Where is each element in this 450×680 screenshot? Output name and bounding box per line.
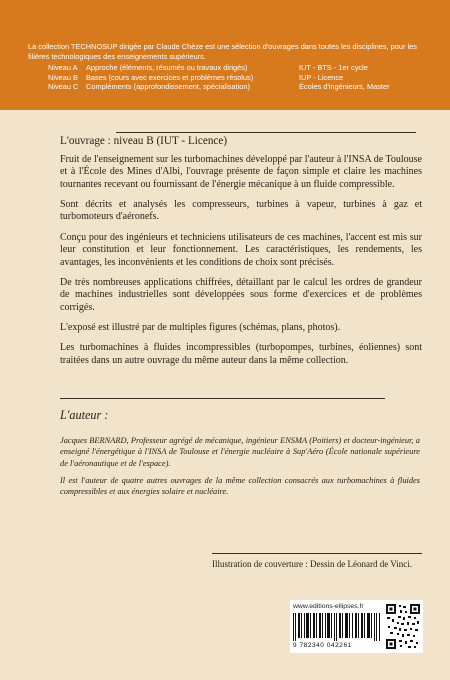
level-description: Compléments (approfondissement, spécialisation) [86, 82, 250, 92]
level-degree: IUT - BTS - 1er cycle [299, 63, 368, 73]
level-row [28, 63, 450, 73]
cover-credit: Illustration de couverture : Dessin de Léonard de Vinci. [212, 559, 412, 569]
auteur-paragraph: Jacques BERNARD, Professeur agrégé de mécanique, ingénieur ENSMA (Poitiers) et docteur-ingénieur, a enseigné l'énergétique à l'INSA de Toulouse et l'énergie nucléaire à Sup'Aéro (École nationale supérieure de l'aéronautique et de l'espace). [60, 436, 420, 468]
publisher-website[interactable]: www.editions-ellipses.fr [293, 603, 364, 610]
level-list [28, 63, 450, 92]
ouvrage-heading: L'ouvrage : niveau B (IUT - Licence) [60, 135, 228, 147]
top-divider [116, 132, 416, 133]
section-divider [60, 398, 385, 399]
level-degree: IUP - Licence [299, 72, 344, 82]
ouvrage-paragraph: Conçu pour des ingénieurs et techniciens utilisateurs de ces machines, l'accent est mis sur leur constitution et leur fonctionnement. Les caractéristiques, les rendements, les avantages, les inconvénients et les conditions de choix sont précisés. [60, 231, 422, 268]
auteur-section [60, 410, 420, 503]
ouvrage-paragraph: Sont décrits et analysés les compresseurs, turbines à vapeur, turbines à gaz et turbomoteurs d'aéronefs. [60, 198, 422, 223]
qr-code-icon[interactable] [386, 604, 420, 649]
ouvrage-section [60, 135, 422, 375]
auteur-heading: L'auteur : [60, 408, 109, 422]
level-name: Niveau C [48, 82, 79, 92]
level-description: Bases (cours avec exercices et problèmes résolus) [86, 72, 254, 82]
collection-banner [0, 0, 450, 110]
ouvrage-paragraph: L'exposé est illustré par de multiples figures (schémas, plans, photos). [60, 322, 341, 334]
ouvrage-paragraph: De très nombreuses applications chiffrées, détaillant par le calcul les ordres de grandeur de machines industrielles sont développées sous forme d'exercices et de problèmes corrigés. [60, 276, 422, 314]
barcode-panel [290, 600, 423, 653]
level-name: Niveau B [48, 72, 78, 82]
level-row [28, 73, 450, 83]
collection-intro: La collection TECHNOSUP dirigée par Claude Chèze est une sélection d'ouvrages dans toutes les disciplines, pour les filières technologiques des enseignements supérieurs. [28, 42, 417, 61]
ouvrage-paragraph: Fruit de l'enseignement sur les turbomachines développé par l'auteur à l'INSA de Toulouse et à l'École des Mines d'Albi, l'ouvrage présente de façon simple et claire les machines tournantes recevant ou fournissant de l'énergie mécanique à un fluide compressible. [60, 153, 422, 190]
barcode-icon [293, 613, 381, 641]
level-name: Niveau A [48, 63, 78, 73]
level-description: Approche (éléments, résumés ou travaux dirigés) [86, 63, 248, 73]
credit-divider [212, 553, 422, 554]
level-degree: Écoles d'ingénieurs, Master [299, 82, 390, 92]
isbn-digits: 9 782340 042261 [293, 642, 352, 649]
ouvrage-paragraph: Les turbomachines à fluides incompressibles (turbopompes, turbines, éoliennes) sont traitées dans un autre ouvrage du même auteur dans la même collection. [60, 342, 422, 366]
auteur-paragraph: Il est l'auteur de quatre autres ouvrages de la même collection consacrés aux turbomachines à fluides compressibles et aux énergies solaire et nucléaire. [60, 475, 420, 497]
level-row [28, 82, 450, 92]
